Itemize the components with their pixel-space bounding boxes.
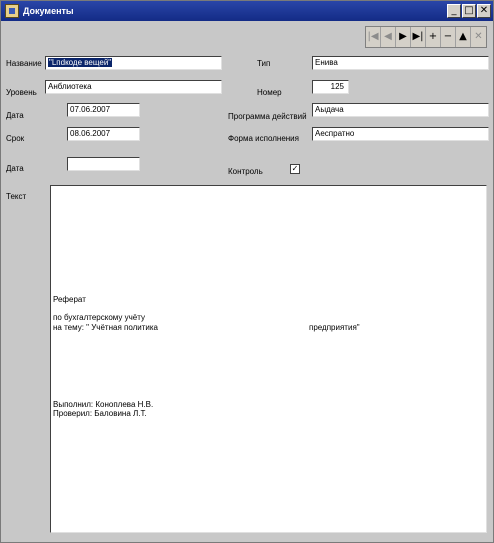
delete-record-button[interactable]: −	[441, 27, 456, 47]
first-record-button[interactable]: |◀	[366, 27, 381, 47]
date-field[interactable]: 07.06.2007	[67, 103, 140, 117]
number-field[interactable]: 125	[312, 80, 349, 94]
title-bar[interactable]	[1, 1, 493, 21]
maximize-button[interactable]: □	[462, 4, 476, 18]
program-field[interactable]: Аыдача	[312, 103, 489, 117]
term-label: Срок	[6, 134, 25, 143]
level-field[interactable]: Анблиотека	[45, 80, 222, 94]
minimize-button[interactable]: _	[447, 4, 461, 18]
text-memo[interactable]	[50, 185, 487, 533]
app-icon	[5, 4, 19, 18]
next-record-button[interactable]: ▶	[396, 27, 411, 47]
window-title: Документы	[23, 6, 74, 16]
level-label: Уровень	[6, 88, 37, 97]
prior-record-button[interactable]: ◀	[381, 27, 396, 47]
date2-label: Дата	[6, 164, 24, 173]
program-label: Программа действий	[228, 112, 307, 121]
name-label: Название	[6, 59, 42, 68]
memo-line-2: по бухгалтерскому учёту	[53, 313, 145, 322]
type-field[interactable]: Енива	[312, 56, 489, 70]
memo-line-5: Проверил: Баловина Л.Т.	[53, 409, 147, 418]
name-value: "Lпdкоде вещей"	[49, 58, 112, 67]
insert-record-button[interactable]: +	[426, 27, 441, 47]
term-field[interactable]: 08.06.2007	[67, 127, 140, 141]
type-label: Тип	[257, 59, 271, 68]
number-label: Номер	[257, 88, 282, 97]
form-label: Форма исполнения	[228, 134, 299, 143]
date-label: Дата	[6, 111, 24, 120]
control-checkbox[interactable]: ✓	[291, 164, 299, 173]
memo-line-1: Реферат	[53, 295, 86, 304]
name-field[interactable]	[45, 56, 222, 70]
text-label: Текст	[6, 192, 27, 201]
form-field[interactable]: Аеспратно	[312, 127, 489, 141]
record-navigator	[365, 26, 487, 48]
memo-line-3: на тему: " Учётная политика	[53, 323, 158, 332]
close-button[interactable]: ✕	[477, 4, 491, 18]
date2-field[interactable]	[67, 157, 140, 171]
cancel-edit-button[interactable]: ✕	[474, 31, 483, 42]
edit-record-button[interactable]: ▲	[456, 27, 471, 47]
memo-line-4: Выполнил: Коноплева Н.В.	[53, 400, 154, 409]
memo-line-3b: предприятия"	[309, 323, 360, 332]
last-record-button[interactable]: ▶|	[411, 27, 426, 47]
control-label: Контроль	[228, 167, 263, 176]
